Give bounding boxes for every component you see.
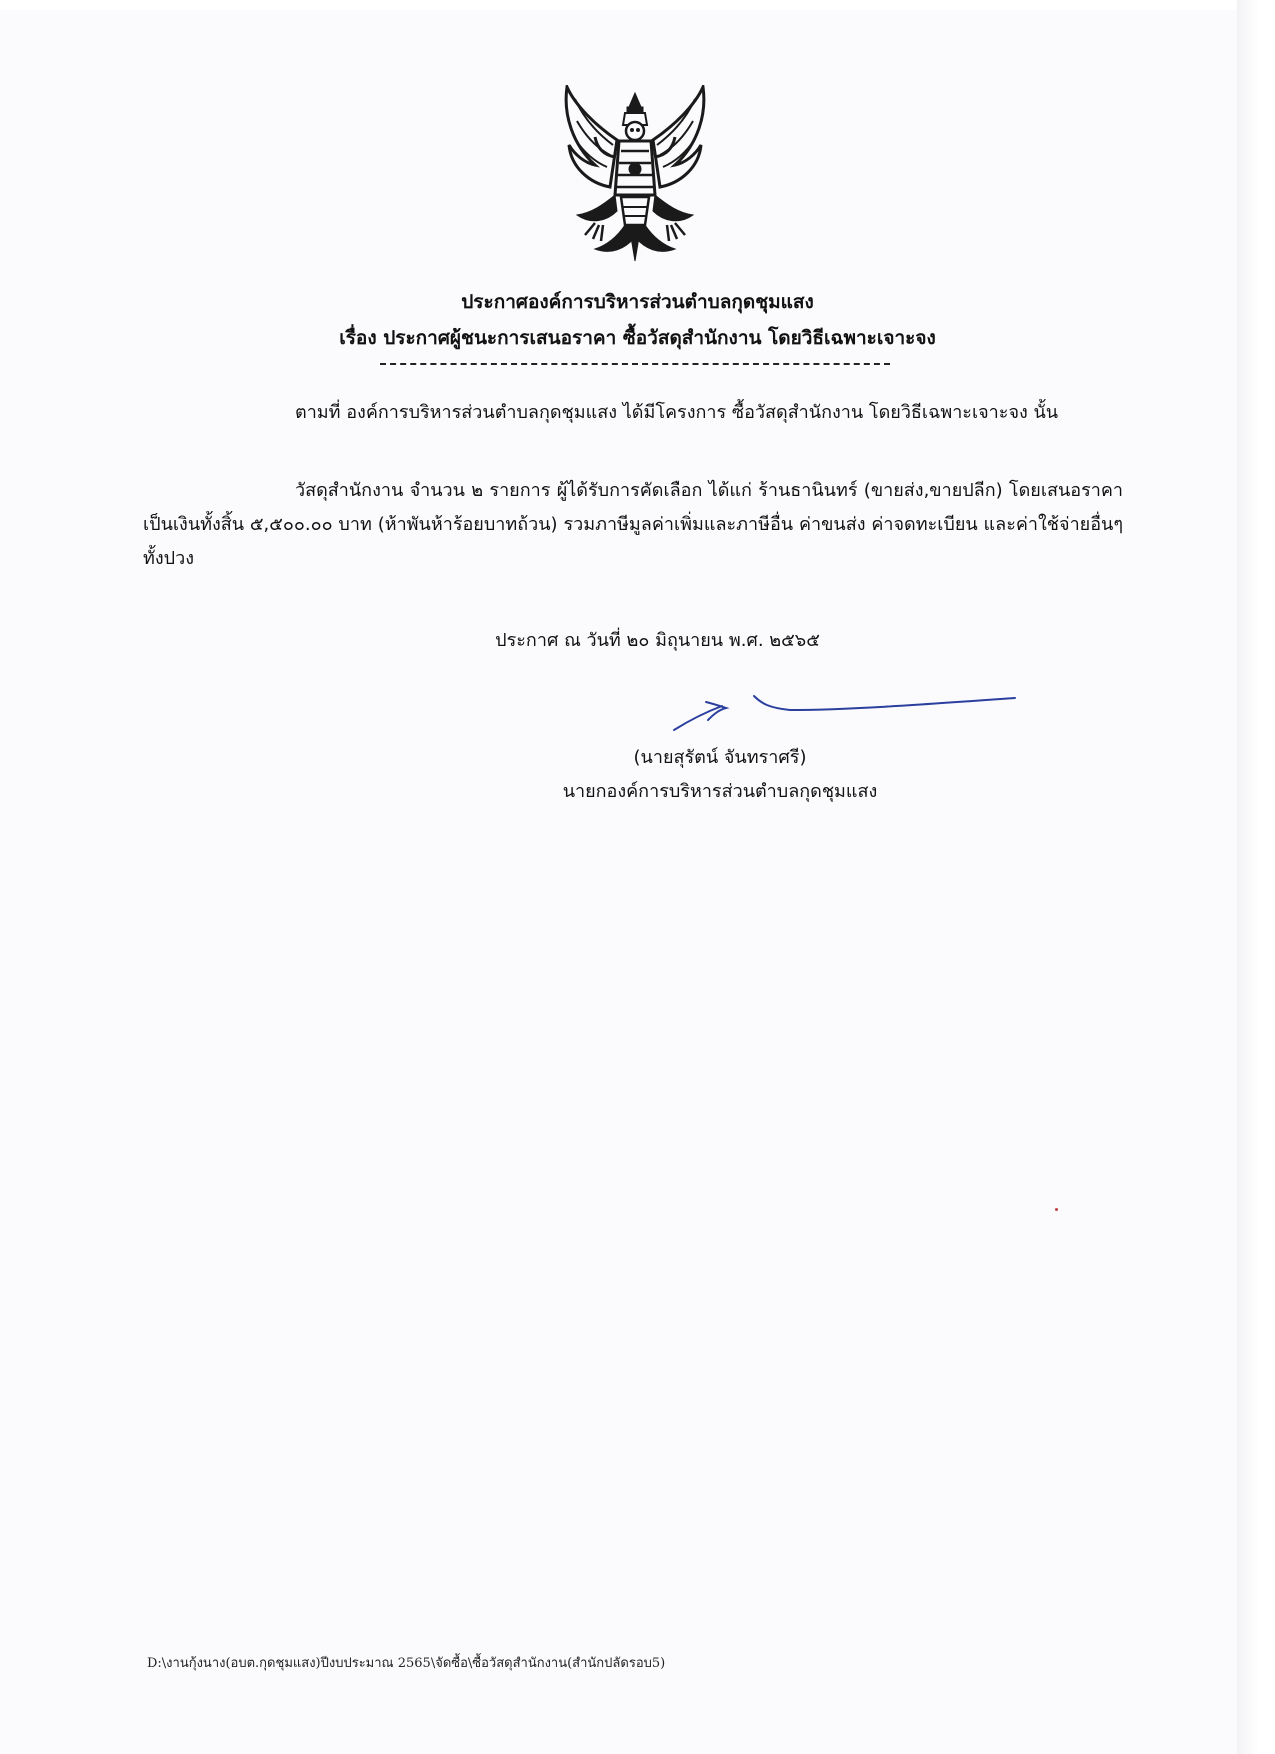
handwritten-signature — [670, 690, 1020, 740]
body-paragraph-1: ตามที่ องค์การบริหารส่วนตำบลกุดชุมแสง ได้มีโครงการ ซื้อวัสดุสำนักงาน โดยวิธีเฉพาะเจาะจง นั้น — [295, 402, 1059, 423]
scan-speck — [1055, 1208, 1058, 1211]
signer-name: (นายสุรัตน์ จันทราศรี) — [633, 747, 807, 768]
announcement-date: ประกาศ ณ วันที่ ๒๐ มิถุนายน พ.ศ. ๒๕๖๕ — [495, 630, 820, 651]
file-path-footer: D:\งานกุ้งนาง(อบต.กุดชุมแสง)ปีงบประมาณ 2565\จัดซื้อ\ซื้อวัสดุสำนักงาน(สำนักปลัดรอบ5) — [147, 1656, 666, 1671]
scan-edge-right — [1237, 0, 1275, 1754]
document-subject: เรื่อง ประกาศผู้ชนะการเสนอราคา ซื้อวัสดุสำนักงาน โดยวิธีเฉพาะเจาะจง — [339, 327, 936, 349]
signer-position: นายกองค์การบริหารส่วนตำบลกุดชุมแสง — [562, 781, 878, 802]
garuda-emblem-icon — [555, 85, 715, 265]
body-paragraph-2: วัสดุสำนักงาน จำนวน ๒ รายการ ผู้ได้รับการคัดเลือก ได้แก่ ร้านธานินทร์ (ขายส่ง,ขายปลีก) โดยเสนอราคา เป็นเงินทั้งสิ้น ๕,๕๐๐.๐๐ บาท (ห้าพันห้าร้อยบาทถ้วน) รวมภาษีมูลค่าเพิ่มและภาษีอื่น ค่าขนส่ง ค่าจดทะเบียน และค่าใช้จ่ายอื่นๆ ทั้งปวง — [143, 480, 1123, 569]
document-title: ประกาศองค์การบริหารส่วนตำบลกุดชุมแสง — [461, 291, 814, 313]
scan-edge-top — [0, 0, 1275, 10]
heading-divider — [380, 363, 890, 365]
